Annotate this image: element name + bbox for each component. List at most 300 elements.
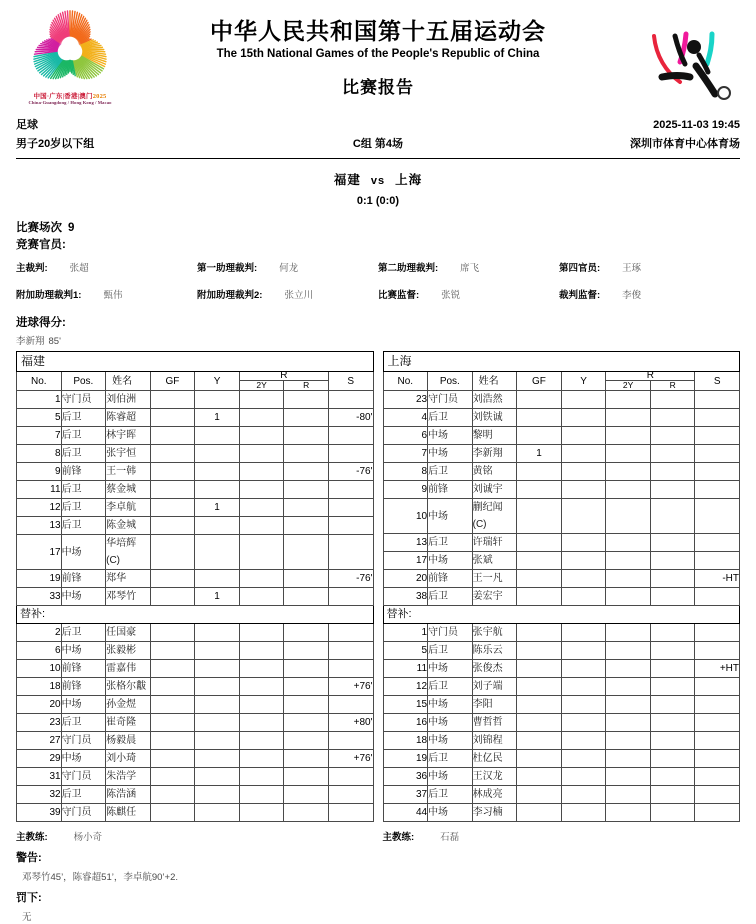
player-red [284, 624, 329, 642]
player-position: 守门员 [61, 768, 106, 786]
table-row [383, 499, 740, 534]
player-number: 12 [383, 678, 428, 696]
official-name: 李俊 [622, 290, 642, 301]
scorers-list [16, 333, 740, 347]
player-second-yellow [606, 786, 651, 804]
player-red [650, 409, 695, 427]
player-second-yellow [606, 678, 651, 696]
report-title: 比赛报告 [342, 77, 414, 97]
page-title-en: The 15th National Games of the People's Republic of China [216, 47, 540, 60]
table-row [17, 660, 374, 678]
player-red [650, 642, 695, 660]
player-name: 任国豪 [106, 624, 151, 642]
player-name: 林宇晖 [106, 427, 151, 445]
col-header-pos: Pos. [428, 372, 473, 391]
official-label: 主裁判: [16, 263, 48, 274]
table-row [383, 642, 740, 660]
player-yellow [561, 588, 606, 606]
col-header-s: S [328, 372, 373, 391]
officials-list [16, 260, 740, 301]
official-label: 裁判监督: [559, 290, 601, 301]
player-number: 8 [17, 445, 62, 463]
col-header-pos: Pos. [61, 372, 106, 391]
player-goals [150, 786, 195, 804]
emblem-caption-cn: 中国·广东|香港|澳门 [33, 93, 93, 100]
player-number: 5 [17, 409, 62, 427]
player-yellow [195, 750, 240, 768]
player-second-yellow [239, 786, 284, 804]
player-substitution [328, 445, 373, 463]
player-second-yellow [239, 750, 284, 768]
table-row [383, 804, 740, 822]
player-second-yellow [239, 714, 284, 732]
official-name: 张立川 [284, 290, 313, 301]
player-goals [150, 463, 195, 481]
table-row [17, 409, 374, 427]
player-number: 23 [17, 714, 62, 732]
sendings-off-label: 罚下: [16, 892, 42, 904]
subs-header-label: 替补: [383, 606, 740, 624]
player-red [650, 786, 695, 804]
player-red [650, 804, 695, 822]
player-red [650, 750, 695, 768]
player-goals [150, 642, 195, 660]
emblem-caption [20, 94, 120, 106]
player-red [650, 552, 695, 570]
player-goals [517, 499, 562, 534]
player-name: 刘浩然 [472, 391, 517, 409]
player-substitution [328, 481, 373, 499]
player-yellow [195, 427, 240, 445]
player-substitution [695, 642, 740, 660]
table-row [17, 714, 374, 732]
player-goals [517, 427, 562, 445]
team-home [16, 351, 374, 822]
player-position: 前锋 [61, 660, 106, 678]
player-second-yellow [606, 552, 651, 570]
player-name: 刘锦程 [472, 732, 517, 750]
player-second-yellow [606, 445, 651, 463]
table-row [383, 570, 740, 588]
player-second-yellow [239, 391, 284, 409]
player-number: 19 [17, 570, 62, 588]
player-position: 守门员 [61, 732, 106, 750]
player-red [284, 499, 329, 517]
player-substitution [328, 696, 373, 714]
table-row [17, 768, 374, 786]
team-name-row [383, 352, 740, 372]
table-row [17, 481, 374, 499]
player-yellow [195, 445, 240, 463]
table-row [383, 588, 740, 606]
player-substitution [695, 445, 740, 463]
player-name: 李卓航 [106, 499, 151, 517]
player-name: 邓琴竹 [106, 588, 151, 606]
player-position: 前锋 [428, 481, 473, 499]
player-goals [150, 535, 195, 570]
col-header-gf: GF [150, 372, 195, 391]
player-substitution [328, 517, 373, 535]
player-substitution [328, 427, 373, 445]
player-name: 刘诚宇 [472, 481, 517, 499]
player-goals [517, 570, 562, 588]
player-goals [517, 624, 562, 642]
player-yellow: 1 [195, 588, 240, 606]
player-number: 36 [383, 768, 428, 786]
player-substitution [695, 624, 740, 642]
official-referee [16, 260, 197, 274]
player-red [650, 445, 695, 463]
official-label: 比赛监督: [378, 290, 420, 301]
player-substitution: +76' [328, 750, 373, 768]
sport-label: 足球 [16, 119, 38, 131]
player-goals [517, 391, 562, 409]
player-number: 15 [383, 696, 428, 714]
player-red [650, 678, 695, 696]
column-header-row-1 [17, 372, 374, 381]
team-name-header: 福建 [17, 352, 374, 372]
player-position: 中场 [428, 732, 473, 750]
match-number-label: 比赛场次 [16, 222, 62, 234]
coach-label: 主教练: [382, 832, 415, 843]
table-row [383, 391, 740, 409]
player-number: 18 [383, 732, 428, 750]
col-header-name: 姓名 [106, 372, 151, 391]
table-row [17, 445, 374, 463]
player-number: 1 [17, 391, 62, 409]
player-second-yellow [606, 427, 651, 445]
player-name: 黄铭 [472, 463, 517, 481]
player-yellow [561, 660, 606, 678]
col-header-r-group: R [606, 372, 695, 381]
football-pictogram-icon [642, 14, 742, 106]
player-number: 37 [383, 786, 428, 804]
player-goals [517, 786, 562, 804]
player-goals [150, 409, 195, 427]
player-yellow [195, 732, 240, 750]
player-red [284, 804, 329, 822]
officials-row [16, 287, 740, 301]
player-name: 朱浩学 [106, 768, 151, 786]
player-number: 20 [17, 696, 62, 714]
player-substitution [328, 786, 373, 804]
disciplinary-block [16, 849, 740, 923]
player-goals [517, 660, 562, 678]
official-name: 甄伟 [103, 290, 123, 301]
table-row [17, 535, 374, 570]
player-goals [150, 732, 195, 750]
player-position: 前锋 [61, 678, 106, 696]
player-substitution [695, 786, 740, 804]
player-yellow [195, 786, 240, 804]
player-substitution [695, 750, 740, 768]
player-substitution [328, 768, 373, 786]
player-goals [517, 481, 562, 499]
player-second-yellow [239, 463, 284, 481]
player-red [284, 732, 329, 750]
player-substitution [695, 534, 740, 552]
official-label: 第四官员: [559, 263, 601, 274]
player-red [650, 660, 695, 678]
player-name: 刘伯洲 [106, 391, 151, 409]
column-header-row-1 [383, 372, 740, 381]
player-red [284, 660, 329, 678]
player-number: 19 [383, 750, 428, 768]
player-red [284, 463, 329, 481]
player-position: 中场 [428, 445, 473, 463]
player-goals [150, 696, 195, 714]
player-yellow [561, 804, 606, 822]
coach-name: 杨小奇 [73, 832, 103, 843]
col-header-y: Y [195, 372, 240, 391]
player-position: 中场 [428, 427, 473, 445]
player-yellow [195, 481, 240, 499]
player-name: 王汉龙 [472, 768, 517, 786]
player-red [284, 427, 329, 445]
match-number [16, 219, 740, 235]
table-row [383, 786, 740, 804]
player-second-yellow [606, 481, 651, 499]
player-yellow [195, 535, 240, 570]
player-position: 后卫 [428, 409, 473, 427]
player-substitution [695, 804, 740, 822]
player-substitution [695, 481, 740, 499]
table-row [383, 732, 740, 750]
table-row [17, 570, 374, 588]
player-number: 9 [383, 481, 428, 499]
player-goals [150, 391, 195, 409]
player-goals [150, 427, 195, 445]
player-substitution: +80' [328, 714, 373, 732]
roster-body-subs-home [17, 606, 374, 822]
player-number: 12 [17, 499, 62, 517]
table-row [383, 678, 740, 696]
official-assistant-1 [197, 260, 378, 274]
player-yellow [195, 678, 240, 696]
player-name: 郑华 [106, 570, 151, 588]
player-yellow [561, 499, 606, 534]
player-second-yellow [606, 732, 651, 750]
player-yellow [561, 624, 606, 642]
player-red [284, 445, 329, 463]
player-number: 17 [17, 535, 62, 570]
player-position: 后卫 [428, 678, 473, 696]
player-yellow [195, 768, 240, 786]
player-red [650, 588, 695, 606]
player-name: 蔡金城 [106, 481, 151, 499]
player-goals [517, 768, 562, 786]
player-position: 后卫 [61, 499, 106, 517]
player-second-yellow [606, 570, 651, 588]
player-name: 黎明 [472, 427, 517, 445]
player-yellow [561, 714, 606, 732]
player-number: 13 [17, 517, 62, 535]
player-substitution [695, 678, 740, 696]
player-goals [517, 552, 562, 570]
player-number: 17 [383, 552, 428, 570]
player-goals [517, 588, 562, 606]
player-number: 4 [383, 409, 428, 427]
player-yellow [561, 750, 606, 768]
player-number: 31 [17, 768, 62, 786]
player-substitution [695, 409, 740, 427]
subs-header-row [17, 606, 374, 624]
official-fourth [559, 260, 740, 274]
player-substitution [695, 463, 740, 481]
player-goals [150, 570, 195, 588]
player-second-yellow [239, 409, 284, 427]
player-substitution [328, 804, 373, 822]
player-number: 10 [17, 660, 62, 678]
player-goals [150, 588, 195, 606]
player-substitution [695, 768, 740, 786]
player-second-yellow [239, 696, 284, 714]
player-yellow: 1 [195, 409, 240, 427]
table-row [17, 678, 374, 696]
player-red [284, 768, 329, 786]
player-yellow: 1 [195, 499, 240, 517]
table-row [17, 804, 374, 822]
player-substitution [695, 552, 740, 570]
player-yellow [561, 732, 606, 750]
table-row [17, 786, 374, 804]
coach-name: 石磊 [440, 832, 460, 843]
player-name: 杨毅晨 [106, 732, 151, 750]
player-goals [150, 714, 195, 732]
player-number: 6 [383, 427, 428, 445]
col-header-no: No. [17, 372, 62, 391]
col-header-2y: 2Y [606, 381, 651, 391]
matchup-line [0, 170, 756, 188]
roster-head [17, 352, 374, 391]
player-number: 39 [17, 804, 62, 822]
player-name: 张俊杰 [472, 660, 517, 678]
player-position: 后卫 [428, 786, 473, 804]
official-match-commissioner [378, 287, 559, 301]
coach-home [16, 829, 374, 843]
warnings-text: 邓琴竹45’，陈睿超51’，李卓航90’+2. [22, 872, 179, 883]
final-score: 0:1 (0:0) [356, 195, 400, 207]
player-substitution [328, 642, 373, 660]
player-name: 张斌 [472, 552, 517, 570]
player-position: 后卫 [61, 445, 106, 463]
player-substitution: +HT [695, 660, 740, 678]
table-row [383, 750, 740, 768]
player-substitution: +76' [328, 678, 373, 696]
player-name: 刘子端 [472, 678, 517, 696]
player-substitution [695, 732, 740, 750]
player-position: 后卫 [61, 409, 106, 427]
table-row [17, 499, 374, 517]
table-row [383, 445, 740, 463]
player-substitution [695, 391, 740, 409]
player-goals [517, 804, 562, 822]
player-goals [517, 534, 562, 552]
player-goals [517, 642, 562, 660]
player-number: 33 [17, 588, 62, 606]
player-yellow [195, 714, 240, 732]
player-second-yellow [239, 588, 284, 606]
player-number: 44 [383, 804, 428, 822]
player-number: 2 [17, 624, 62, 642]
team-name-row [17, 352, 374, 372]
player-red [650, 624, 695, 642]
player-second-yellow [239, 642, 284, 660]
player-red [284, 570, 329, 588]
official-name: 张超 [69, 263, 89, 274]
roster-body-starters-home [17, 391, 374, 606]
player-substitution: -80' [328, 409, 373, 427]
table-row [17, 427, 374, 445]
player-goals [517, 732, 562, 750]
player-name: 崔奇隆 [106, 714, 151, 732]
player-goals [150, 660, 195, 678]
player-goals [150, 481, 195, 499]
player-red [284, 678, 329, 696]
player-position: 后卫 [61, 517, 106, 535]
player-second-yellow [606, 750, 651, 768]
official-name: 席飞 [460, 263, 480, 274]
official-referee-assessor [559, 287, 740, 301]
col-header-y: Y [561, 372, 606, 391]
player-number: 18 [17, 678, 62, 696]
player-position: 中场 [428, 804, 473, 822]
player-name: 张毅彬 [106, 642, 151, 660]
player-second-yellow [606, 768, 651, 786]
roster-body-subs-away [383, 606, 740, 822]
roster-body-starters-away [383, 391, 740, 606]
player-position: 后卫 [428, 534, 473, 552]
player-name: 许瑞轩 [472, 534, 517, 552]
player-second-yellow [606, 391, 651, 409]
player-name: 华培辉 (C) [106, 535, 151, 570]
table-row [383, 696, 740, 714]
player-name: 陈浩涵 [106, 786, 151, 804]
player-name: 陈乐云 [472, 642, 517, 660]
officials-section-label: 竞赛官员: [16, 239, 66, 251]
match-number-value: 9 [68, 222, 75, 234]
team-rosters [16, 351, 740, 822]
page-header [0, 0, 756, 110]
player-name: 张宇航 [472, 624, 517, 642]
player-red [650, 534, 695, 552]
player-second-yellow [239, 499, 284, 517]
player-name: 刘铁诚 [472, 409, 517, 427]
table-row [17, 732, 374, 750]
player-goals [150, 804, 195, 822]
away-team-name: 上海 [395, 173, 423, 187]
col-header-r-group: R [239, 372, 328, 381]
table-row [17, 463, 374, 481]
table-row [383, 463, 740, 481]
player-substitution [328, 391, 373, 409]
player-substitution [695, 499, 740, 534]
player-goals [150, 768, 195, 786]
meta-row-sport [16, 116, 740, 135]
table-row [17, 517, 374, 535]
player-substitution [695, 714, 740, 732]
player-second-yellow [239, 624, 284, 642]
player-red [650, 696, 695, 714]
player-substitution [328, 624, 373, 642]
player-goals [517, 750, 562, 768]
meta-row-category [16, 135, 740, 154]
player-substitution [328, 732, 373, 750]
player-name: 林成亮 [472, 786, 517, 804]
category-label: 男子20岁以下组 [16, 138, 95, 150]
national-games-emblem [20, 10, 120, 112]
official-name: 王琢 [622, 263, 642, 274]
